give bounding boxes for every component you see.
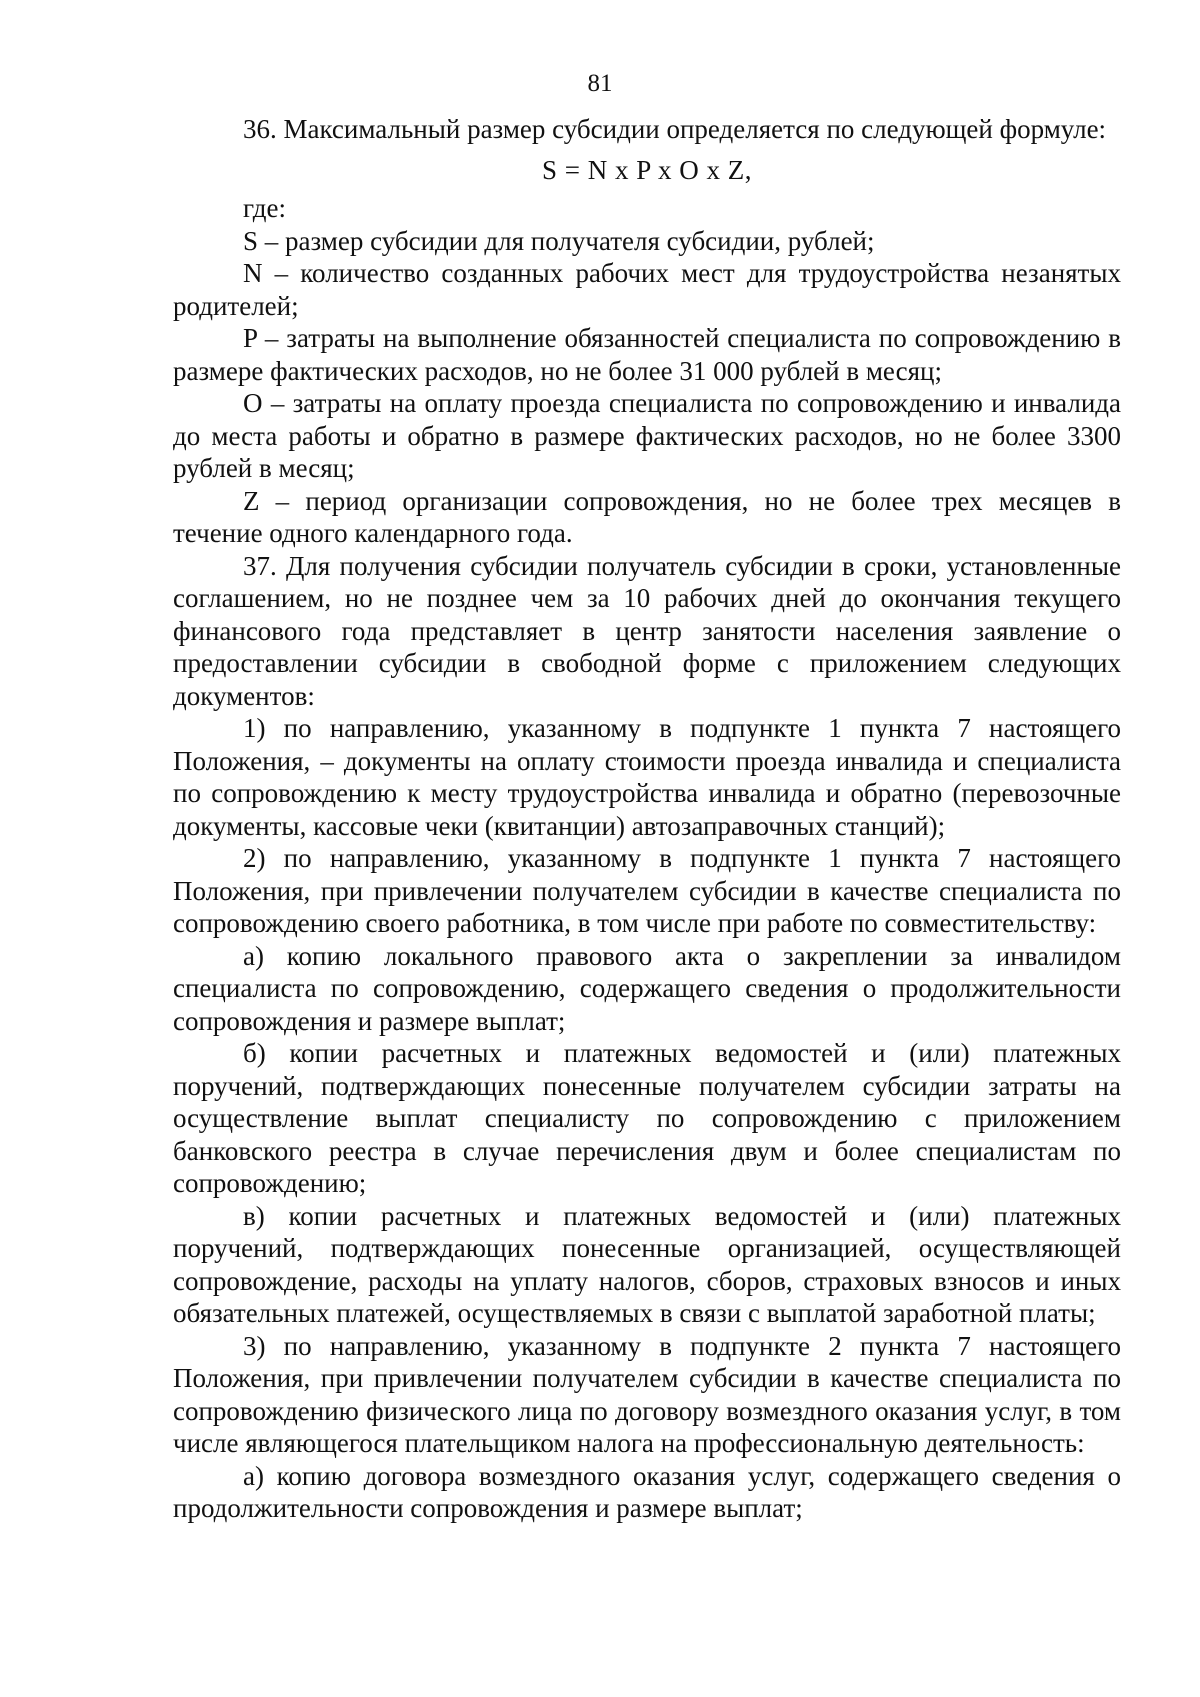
- document-body: [173, 113, 1121, 1525]
- paragraph-37: 37. Для получения субсидии получатель субсидии в сроки, установленные соглашением, но не позднее чем за 10 рабочих дней до окончания текущего финансового года представляет в центр занятости населения заявление о предоставлении субсидии в свободной форме с приложением следующих документов:: [173, 550, 1121, 711]
- paragraph-37-item-1: 1) по направлению, указанному в подпункте 1 пункта 7 настоящего Положения, – документы на оплату стоимости проезда инвалида и специалиста по сопровождению к месту трудоустройства инвалида и обратно (перевозочные документы, кассовые чеки (квитанции) автозаправочных станций);: [173, 713, 1121, 841]
- paragraph-37-item-3a: а) копию договора возмездного оказания услуг, содержащего сведения о продолжительности сопровождения и размере выплат;: [173, 1460, 1121, 1523]
- paragraph-37-item-2v: в) копии расчетных и платежных ведомостей и (или) платежных поручений, подтверждающих понесенные организацией, осуществляющей сопровождение, расходы на уплату налогов, сборов, страховых взносов и иных обязательных платежей, осуществляемых в связи с выплатой заработной платы;: [173, 1200, 1121, 1328]
- paragraph-37-item-2a: а) копию локального правового акта о закреплении за инвалидом специалиста по сопровождению, содержащего сведения о продолжительности сопровождения и размере выплат;: [173, 940, 1121, 1036]
- paragraph-37-item-3: 3) по направлению, указанному в подпункте 2 пункта 7 настоящего Положения, при привлечении получателем субсидии в качестве специалиста по сопровождению физического лица по договору возмездного оказания услуг, в том числе являющегося плательщиком налога на профессиональную деятельность:: [173, 1330, 1121, 1458]
- page-number: 81: [587, 70, 613, 97]
- formula: S = N x P x O x Z,: [542, 154, 752, 185]
- paragraph-def-s: S – размер субсидии для получателя субсидии, рублей;: [243, 225, 875, 256]
- paragraph-36-intro: 36. Максимальный размер субсидии определяется по следующей формуле:: [243, 114, 1107, 144]
- paragraph-37-item-2: 2) по направлению, указанному в подпункте 1 пункта 7 настоящего Положения, при привлечении получателем субсидии в качестве специалиста по сопровождению своего работника, в том числе при работе по совместительству:: [173, 843, 1121, 938]
- paragraph-def-o: O – затраты на оплату проезда специалиста по сопровождению и инвалида до места работы и обратно в размере фактических расходов, но не более 3300 рублей в месяц;: [173, 388, 1121, 483]
- paragraph-37-item-2b: б) копии расчетных и платежных ведомостей и (или) платежных поручений, подтверждающих понесенные получателем субсидии затраты на осуществление выплат специалисту по сопровождению с приложением банковского реестра в случае перечисления двум и более специалистам по сопровождению;: [173, 1038, 1121, 1198]
- paragraph-def-n: N – количество созданных рабочих мест для трудоустройства незанятых родителей;: [173, 258, 1121, 321]
- paragraph-def-z: Z – период организации сопровождения, но не более трех месяцев в течение одного календарного года.: [173, 485, 1121, 548]
- paragraph-where: где:: [243, 193, 286, 223]
- paragraph-def-p: P – затраты на выполнение обязанностей специалиста по сопровождению в размере фактических расходов, но не более 31 000 рублей в месяц;: [173, 323, 1121, 386]
